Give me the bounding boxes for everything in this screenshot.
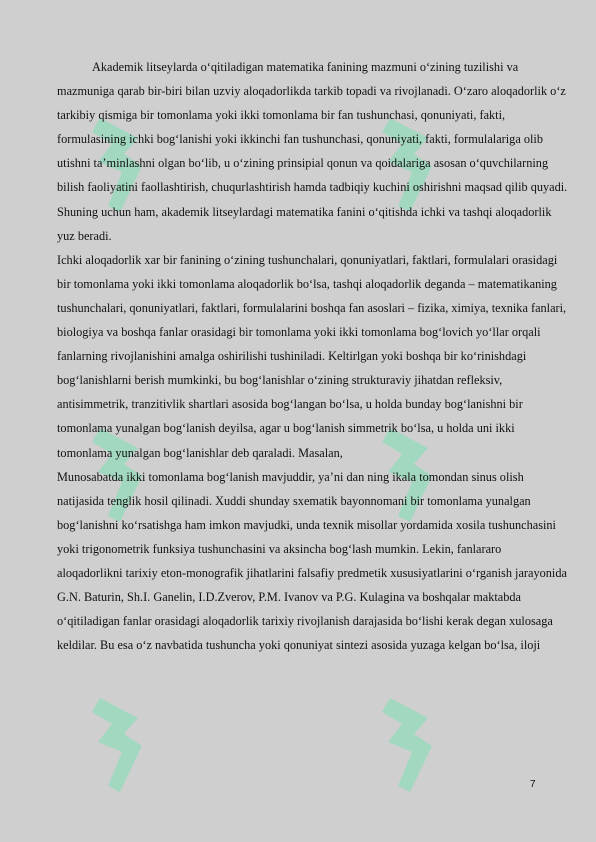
- paragraph-3: Munosabatda ikki tomonlama bog‘lanish mavjuddir, ya’ni dan ning ikala tomondan sinus olish natijasida tenglik hosil qilinadi. Xuddi shunday sxematik bayonnomani bir tomonlama yunalgan bog‘lanishni ko‘rsatishga ham imkon mavjudki, unda texnik misollar yordamida xosila tushunchasini yoki trigonometrik funksiya tushunchasini va aksincha bog‘lash mumkin. Lekin, fanlararo aloqadorlikni tarixiy eton-monografik jihatlarini falsafiy predmetik xususiyatlarini o‘rganish jarayonida G.N. Baturin, Sh.I. Ganelin, I.D.Zverov, P.M. Ivanov va P.G. Kulagina va boshqalar maktabda o‘qitiladigan fanlar orasidagi aloqadorlik tarixiy rivojlanish darajasida bo‘lishi kerak degan xulosaga keldilar. Bu esa o‘z navbatida tushuncha yoki qonuniyat sintezi asosida yuzaga kelgan bo‘lsa, iloji: [57, 469, 567, 653]
- body-text: [57, 55, 569, 657]
- watermark-logo-icon: [80, 690, 150, 800]
- page-number: 7: [530, 779, 536, 790]
- watermark-logo-icon: [370, 690, 440, 800]
- paragraph-2: Ichki aloqadorlik xar bir fanining o‘zining tushunchalari, qonuniyatlari, faktlari, formulalari orasidagi bir tomonlama yoki ikki tomonlama aloqadorlik bo‘lsa, tashqi aloqadorlik deganda – matematikaning tushunchalari, qonuniyatlari, faktlari, formulalarini boshqa fan asoslari – fizika, ximiya, texnika fanlari, biologiya va boshqa fanlar orasidagi bir tomonlama yoki ikki tomonlama bog‘lovich yo‘llar orqali fanlarning rivojlanishini amalga oshirilishi tushiniladi. Keltirlgan yoki boshqa bir ko‘rinishdagi bog‘lanishlarni berish mumkinki, bu bog‘lanishlar o‘zining strukturaviy jihatdan refleksiv, antisimmetrik, tranzitivlik shartlari asosida bog‘langan bo‘lsa, u holda bunday bog‘lanishni bir tomonlama yunalgan bog‘lanish deyilsa, agar u bog‘lanish simmetrik bo‘lsa, u holda uni ikki tomonlama yunalgan bog‘lanishlar deb qaraladi. Masalan,: [57, 252, 567, 460]
- paragraph-1: Akademik litseylarda o‘qitiladigan matematika fanining mazmuni o‘zining tuzilishi va mazmuniga qarab bir-biri bilan uzviy aloqadorlikda tarkib topadi va rivojlanadi. O‘zaro aloqadorlik o‘z tarkibiy qismiga bir tomonlama yoki ikki tomonlama bir fan tushunchasi, qonuniyati, fakti, formulasining ichki bog‘lanishi yoki ikkinchi fan tushunchasi, qonuniyati, fakti, formulalariga olib utishni ta’minlashni olgan bo‘lib, u o‘zining prinsipial qonun va qoidalariga asosan o‘quvchilarning bilish faoliyatini faollashtirish, chuqurlashtirish hamda tadbiqiy kuchini oshirishni maqsad qilib quyadi. Shuning uchun ham, akademik litseylardagi matematika fanini o‘qitishda ichki va tashqi aloqadorlik yuz beradi.: [57, 60, 568, 243]
